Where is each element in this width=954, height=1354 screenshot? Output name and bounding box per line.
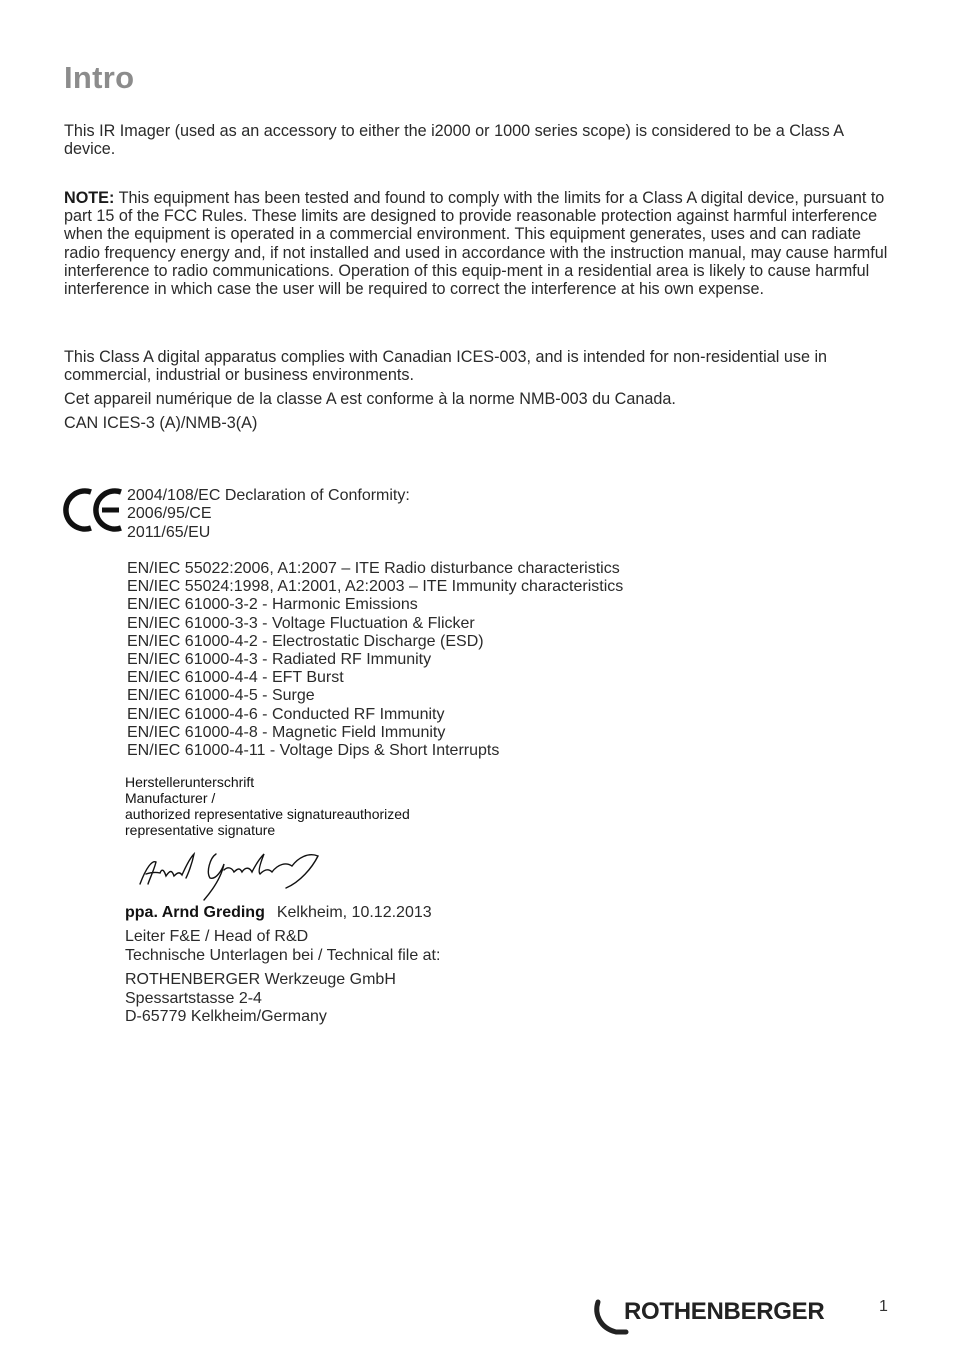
handwritten-signature bbox=[136, 848, 326, 904]
canada-code: CAN ICES-3 (A)/NMB-3(A) bbox=[64, 414, 258, 432]
intro-paragraph: This IR Imager (used as an accessory to either the i2000 or 1000 series scope) is considered to be a Class A device. bbox=[64, 122, 844, 159]
list-item: EN/IEC 61000-4-11 - Voltage Dips & Short Interrupts bbox=[127, 742, 500, 760]
signer-line bbox=[125, 904, 432, 922]
brand-logo-text: ROTHENBERGER bbox=[624, 1298, 825, 1325]
ce-declaration bbox=[127, 487, 410, 542]
signer-place-date: Kelkheim, 10.12.2013 bbox=[276, 904, 432, 921]
ce-mark-icon bbox=[62, 487, 126, 533]
page-title: Intro bbox=[64, 60, 135, 95]
caption-line: Herstellerunterschrift bbox=[125, 774, 255, 790]
standards-list bbox=[127, 560, 623, 760]
address-line: Spessartstasse 2-4 bbox=[125, 989, 262, 1007]
signer-role: Leiter F&E / Head of R&D bbox=[125, 928, 309, 945]
signer-name: ppa. Arnd Greding bbox=[125, 904, 265, 921]
ce-line: 2006/95/CE bbox=[127, 505, 212, 523]
list-item: EN/IEC 55024:1998, A1:2001, A2:2003 – ITE Immunity characteristics bbox=[127, 578, 624, 596]
note-text: This equipment has been tested and found to comply with the limits for a Class A digital device, pursuant to part 15 of the FCC Rules. These limits are designed to provide reasonable protection against harmful interference when the equipment is operated in a commercial environment. This equipment generates, uses and can radiate radio frequency energy and, if not installed and used in accordance with the instruction manual, may cause harmful interference to radio communications. Operation of this equip-ment in a residential area is likely to cause harmful interference in which case the user will be required to correct the interference at his own expense. bbox=[64, 189, 888, 299]
list-item: EN/IEC 61000-3-3 - Voltage Fluctuation & Flicker bbox=[127, 614, 475, 632]
list-item: EN/IEC 61000-3-2 - Harmonic Emissions bbox=[127, 596, 418, 614]
canada-fr-paragraph: Cet appareil numérique de la classe A est conforme à la norme NMB-003 du Canada. bbox=[64, 390, 676, 408]
list-item: EN/IEC 61000-4-8 - Magnetic Field Immunity bbox=[127, 723, 446, 741]
address-line: D-65779 Kelkheim/Germany bbox=[125, 1008, 327, 1025]
signer-details bbox=[125, 928, 440, 965]
list-item: EN/IEC 55022:2006, A1:2007 – ITE Radio disturbance characteristics bbox=[127, 560, 620, 577]
list-item: EN/IEC 61000-4-2 - Electrostatic Discharge (ESD) bbox=[127, 632, 484, 650]
list-item: EN/IEC 61000-4-3 - Radiated RF Immunity bbox=[127, 651, 432, 669]
caption-line: representative signature bbox=[125, 822, 276, 838]
signature-caption bbox=[125, 774, 410, 838]
tech-file-label: Technische Unterlagen bei / Technical file at: bbox=[125, 946, 441, 964]
list-item: EN/IEC 61000-4-6 - Conducted RF Immunity bbox=[127, 705, 445, 723]
page-number: 1 bbox=[879, 1298, 888, 1315]
fcc-note-paragraph bbox=[64, 189, 894, 298]
address-line: ROTHENBERGER Werkzeuge GmbH bbox=[125, 971, 396, 988]
list-item: EN/IEC 61000-4-4 - EFT Burst bbox=[127, 669, 344, 687]
list-item: EN/IEC 61000-4-5 - Surge bbox=[127, 687, 315, 705]
note-label: NOTE: bbox=[64, 189, 115, 207]
ce-line: 2004/108/EC Declaration of Conformity: bbox=[127, 487, 410, 504]
company-address bbox=[125, 971, 396, 1027]
caption-line: authorized representative signatureauthorized bbox=[125, 806, 410, 822]
caption-line: Manufacturer / bbox=[125, 790, 216, 806]
ce-line: 2011/65/EU bbox=[127, 523, 211, 541]
canada-en-paragraph: This Class A digital apparatus complies with Canadian ICES-003, and is intended for non-residential use in commercial, industrial or business environments. bbox=[64, 348, 828, 385]
